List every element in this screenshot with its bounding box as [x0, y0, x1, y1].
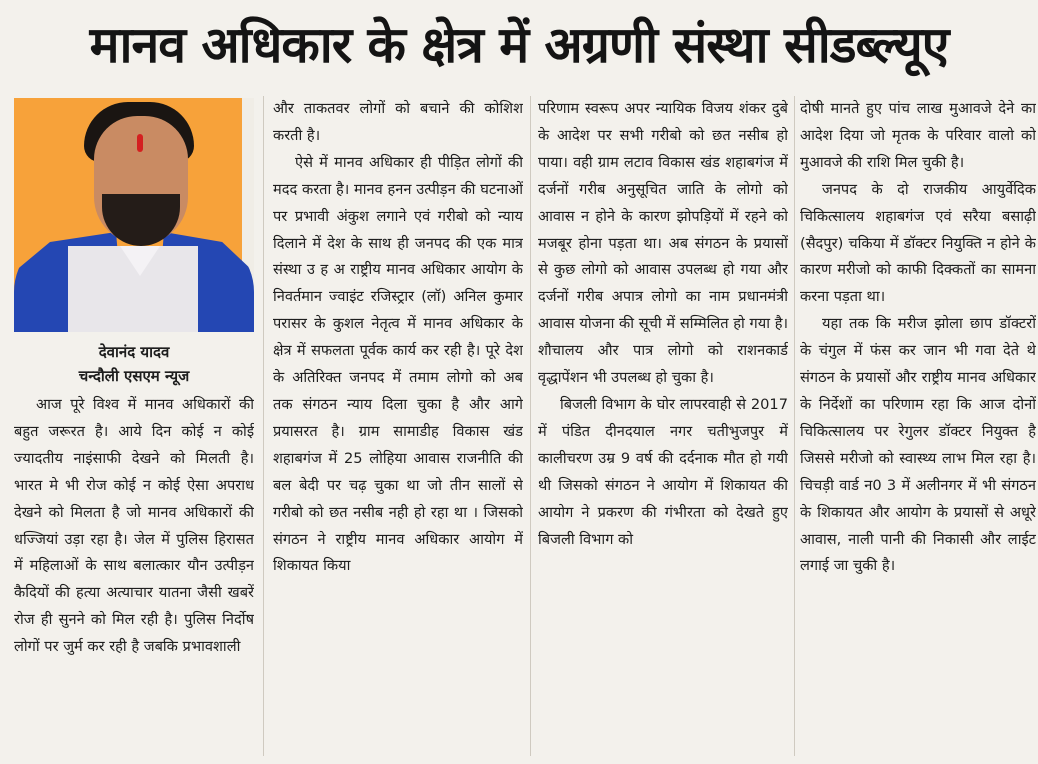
paragraph: दोषी मानते हुए पांच लाख मुआवजे देने का आदेश दिया जो मृतक के परिवार वालो को मुआवजे की राशि मिल चुकी है। [800, 100, 1036, 171]
paragraph: जनपद के दो राजकीय आयुर्वेदिक चिकित्सालय शहाबगंज एवं सरैया बसाढ़ी (सैदपुर) चकिया में डॉक्टर नियुक्ति न होने के कारण मरीजो को काफी दिक्कतों का सामना करना पड़ता था। [800, 180, 1036, 306]
reporter-photo [14, 98, 254, 332]
column-divider [263, 96, 264, 756]
paragraph: परिणाम स्वरूप अपर न्यायिक विजय शंकर दुबे के आदेश पर सभी गरीबो को छत नसीब हो पाया। वही ग्राम लटाव विकास खंड शहाबगंज में दर्जनों गरीब अनुसूचित जाति के लोगो को आवास न होने के कारण झोपड़ियों में रहने को मजबूर होना पड़ता था। अब संगठन के प्रयासों से कुछ लोगो को आवास उपलब्ध हो गया और दर्जनों गरीब अपात्र लोगो का नाम प्रधानमंत्री आवास योजना की सूची में सम्मिलित हो गया है। शौचालय और पात्र लोगो को राशनकार्ड वृद्धापेंशन भी उपलब्ध हो चुका है। [538, 100, 788, 387]
byline-outlet: चन्दौली एसएम न्यूज [78, 367, 190, 385]
paragraph: ऐसे में मानव अधिकार ही पीड़ित लोगों की मदद करता है। मानव हनन उत्पीड़न की घटनाओं पर प्रभावी अंकुश लगाने एवं गरीबो को न्याय दिलाने में देश के साथ ही जनपद की एक मात्र संस्था उ ह अ राष्ट्रीय मानव अधिकार आयोग के निवर्तमान ज्वाइंट रजिस्ट्रार (लॉ) अनिल कुमार परासर के कुशल नेतृत्व में मानव अधिकार के क्षेत्र में सफलता पूर्वक कार्य कर रही है। पूरे देश के अतिरिक्त जनपद में तमाम लोगो को अब तक संगठन न्याय दिला चुका है और आगे प्रयासरत है। ग्राम सामाडीह विकास खंड शहाबगंज में 25 लोहिया आवास राजनीति की बल बेदी पर चढ़ चुका था जो तीन सालों से गरीबो को छत नसीब नही हो रहा था । जिसको संगठन ने राष्ट्रीय मानव अधिकार आयोग में शिकायत किया [273, 153, 523, 575]
column-2 [273, 96, 523, 756]
column-divider [794, 96, 795, 756]
paragraph: और ताकतवर लोगों को बचाने की कोशिश करती है। [273, 100, 523, 144]
column-3 [538, 96, 788, 756]
byline [14, 340, 254, 388]
headline: मानव अधिकार के क्षेत्र में अग्रणी संस्था सीडब्ल्यूए [89, 16, 949, 74]
column-1 [14, 392, 254, 762]
byline-name: देवानंद यादव [98, 343, 170, 361]
paragraph: यहा तक कि मरीज झोला छाप डॉक्टरों के चंगुल में फंस कर जान भी गवा देते थे संगठन के प्रयासों और राष्ट्रीय मानव अधिकार के निर्देशों का परिणाम रहा कि आज दोनों चिकित्सालय पर रेगुलर डॉक्टर नियुक्त है जिससे मरीजो को स्वास्थ्य लाभ मिल रहा है। चिचड़ी वार्ड न0 3 में अलीनगर में भी संगठन के शिकायत और आयोग के प्रयासों से अधूरे आवास, नाली पानी की निकासी और लाईट लगाई जा चुकी है। [800, 315, 1036, 575]
column-divider [530, 96, 531, 756]
paragraph: बिजली विभाग के घोर लापरवाही से 2017 में पंडित दीनदयाल नगर चतीभुजपुर में कालीचरण उम्र 9 वर्ष की दर्दनाक मौत हो गयी थी जिसको संगठन ने आयोग में शिकायत की आयोग ने प्रकरण की गंभीरता को देखते हुए बिजली विभाग को [538, 395, 788, 548]
paragraph: आज पूरे विश्व में मानव अधिकारों की बहुत जरूरत है। आये दिन कोई न कोई ज्यादतीय नाइंसाफी देखने को मिलती है। भारत मे भी रोज कोई न कोई ऐसा अपराध देखने को मिलता है जो मानव अधिकारों की धज्जियां उड़ा रहा है। जेल में पुलिस हिरासत में महिलाओं के साथ बलात्कार यौन उत्पीड़न कैदियों की हत्या अत्याचार यातना जैसी खबरें रोज ही सुनने को मिल रही है। पुलिस निर्दोष लोगों पर जुर्म कर रही है जबकि प्रभावशाली [14, 396, 254, 656]
column-4 [800, 96, 1036, 756]
